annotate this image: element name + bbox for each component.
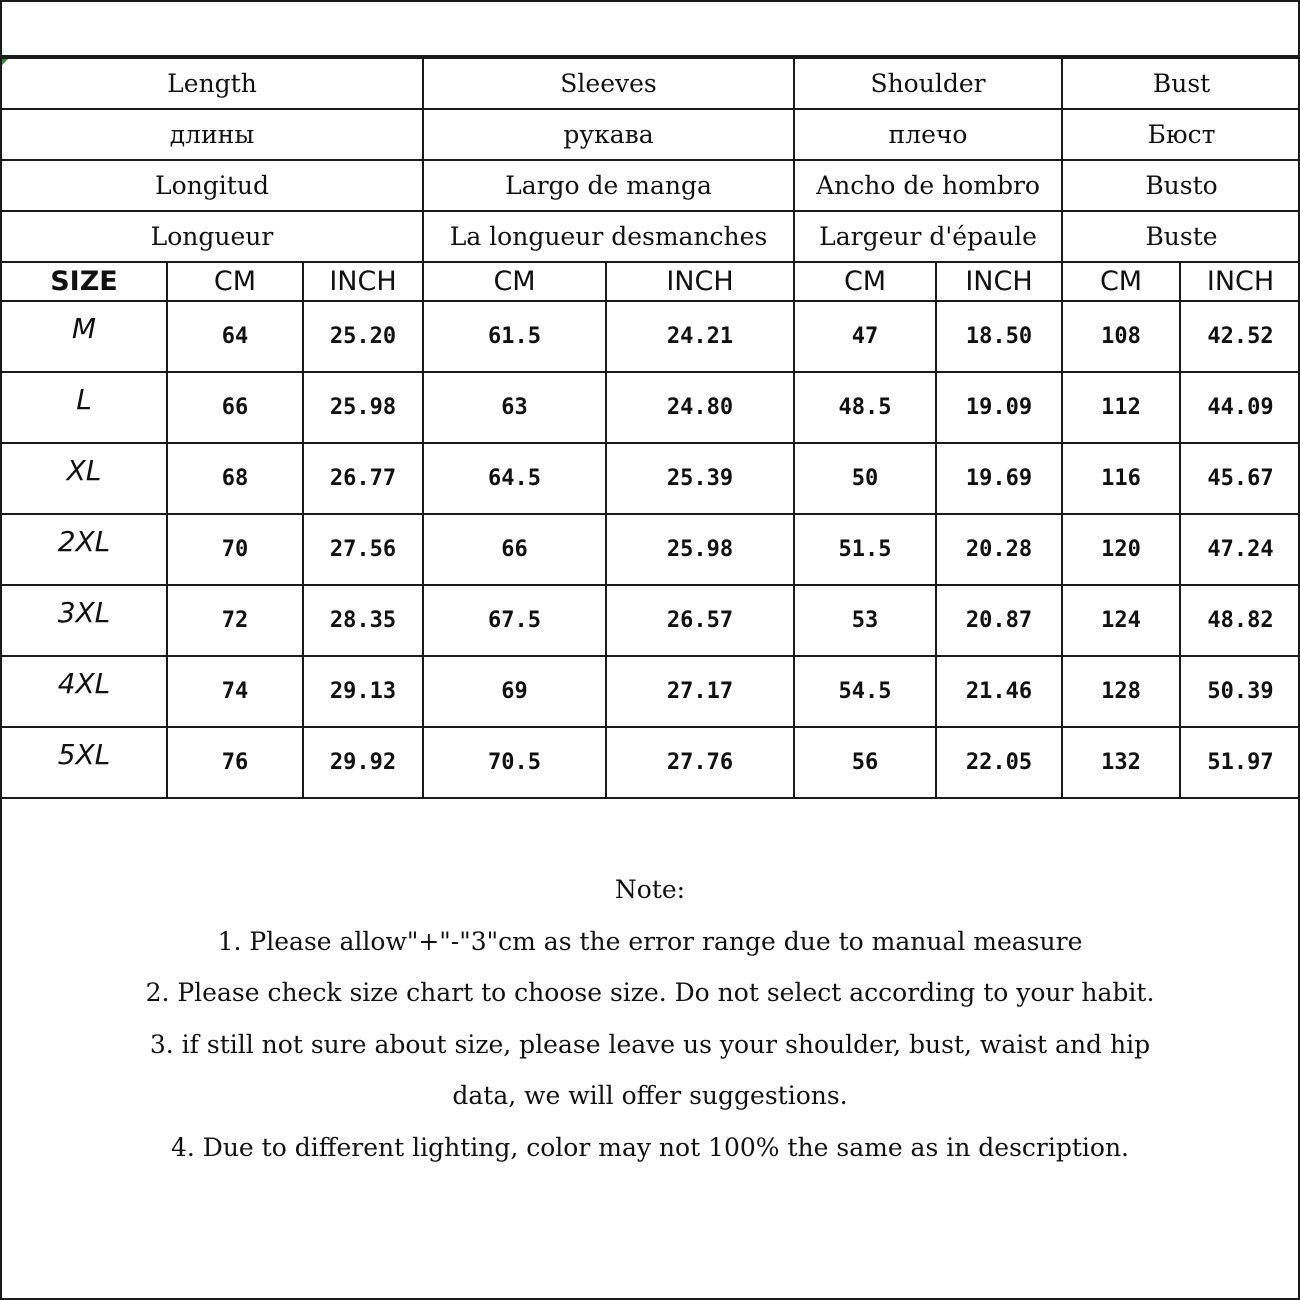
shoulder-inch-cell: 22.05: [936, 727, 1062, 798]
header-bust: Бюст: [1062, 109, 1300, 160]
bust-inch-cell: 42.52: [1180, 301, 1300, 372]
header-shoulder: Largeur d'épaule: [794, 211, 1062, 262]
size-column-header: SIZE: [1, 262, 167, 301]
bust-inch-cell: 48.82: [1180, 585, 1300, 656]
header-sleeves: рукава: [423, 109, 794, 160]
header-row-english: [1, 58, 1300, 109]
unit-row: [1, 262, 1300, 301]
header-length: Length: [1, 58, 423, 109]
size-cell: L: [1, 372, 167, 443]
sleeve-cm-cell: 64.5: [423, 443, 606, 514]
bust-inch-cell: 47.24: [1180, 514, 1300, 585]
sleeve-inch-cell: 25.98: [606, 514, 794, 585]
header-bust: Buste: [1062, 211, 1300, 262]
sleeve-cm-cell: 66: [423, 514, 606, 585]
bust-cm-cell: 132: [1062, 727, 1180, 798]
header-row-spanish: [1, 160, 1300, 211]
shoulder-inch-cell: 18.50: [936, 301, 1062, 372]
shoulder-inch-header: INCH: [936, 262, 1062, 301]
bust-inch-cell: 50.39: [1180, 656, 1300, 727]
header-shoulder: Ancho de hombro: [794, 160, 1062, 211]
notes-title: Note:: [614, 875, 686, 904]
length-cm-cell: 76: [167, 727, 303, 798]
bust-cm-cell: 128: [1062, 656, 1180, 727]
shoulder-cm-cell: 51.5: [794, 514, 936, 585]
note-line: data, we will offer suggestions.: [452, 1081, 848, 1110]
table-row: [1, 585, 1300, 656]
length-inch-cell: 29.13: [303, 656, 423, 727]
sleeve-inch-header: INCH: [606, 262, 794, 301]
shoulder-inch-cell: 20.87: [936, 585, 1062, 656]
size-cell: XL: [1, 443, 167, 514]
header-length: длины: [1, 109, 423, 160]
header-length: Longitud: [1, 160, 423, 211]
table-row: [1, 514, 1300, 585]
bust-cm-cell: 108: [1062, 301, 1180, 372]
shoulder-inch-cell: 19.09: [936, 372, 1062, 443]
bust-inch-cell: 45.67: [1180, 443, 1300, 514]
sleeve-cm-cell: 70.5: [423, 727, 606, 798]
header-shoulder: Shoulder: [794, 58, 1062, 109]
shoulder-cm-cell: 53: [794, 585, 936, 656]
length-cm-cell: 64: [167, 301, 303, 372]
shoulder-inch-cell: 19.69: [936, 443, 1062, 514]
table-row: [1, 372, 1300, 443]
sleeve-cm-header: CM: [423, 262, 606, 301]
sleeve-inch-cell: 26.57: [606, 585, 794, 656]
shoulder-cm-cell: 50: [794, 443, 936, 514]
note-line: 4. Due to different lighting, color may not 100% the same as in description.: [170, 1132, 1130, 1162]
sleeve-inch-cell: 24.80: [606, 372, 794, 443]
size-cell: 3XL: [1, 585, 167, 656]
sleeve-inch-cell: 27.76: [606, 727, 794, 798]
length-inch-cell: 29.92: [303, 727, 423, 798]
sleeve-cm-cell: 61.5: [423, 301, 606, 372]
shoulder-cm-cell: 48.5: [794, 372, 936, 443]
size-cell: M: [1, 301, 167, 372]
length-inch-header: INCH: [303, 262, 423, 301]
length-cm-cell: 74: [167, 656, 303, 727]
length-cm-cell: 68: [167, 443, 303, 514]
header-bust: Bust: [1062, 58, 1300, 109]
note-line: 3. if still not sure about size, please leave us your shoulder, bust, waist and hip: [149, 1029, 1151, 1059]
length-cm-cell: 72: [167, 585, 303, 656]
shoulder-inch-cell: 20.28: [936, 514, 1062, 585]
note-line: 2. Please check size chart to choose size. Do not select according to your habit.: [145, 978, 1155, 1007]
header-shoulder: плечо: [794, 109, 1062, 160]
length-inch-cell: 25.20: [303, 301, 423, 372]
sleeve-cm-cell: 69: [423, 656, 606, 727]
header-row-russian: [1, 109, 1300, 160]
shoulder-cm-cell: 47: [794, 301, 936, 372]
header-sleeves: Largo de manga: [423, 160, 794, 211]
table-row: [1, 301, 1300, 372]
size-cell: 4XL: [1, 656, 167, 727]
length-cm-cell: 70: [167, 514, 303, 585]
bust-inch-cell: 51.97: [1180, 727, 1300, 798]
length-inch-cell: 27.56: [303, 514, 423, 585]
table-row: [1, 727, 1300, 798]
header-sleeves: La longueur desmanches: [423, 211, 794, 262]
bust-cm-cell: 116: [1062, 443, 1180, 514]
header-length: Longueur: [1, 211, 423, 262]
bust-cm-cell: 112: [1062, 372, 1180, 443]
size-chart-table: [0, 57, 1300, 799]
note-line: 1. Please allow"+"-"3"cm as the error range due to manual measure: [217, 926, 1083, 956]
bust-cm-cell: 120: [1062, 514, 1180, 585]
length-inch-cell: 26.77: [303, 443, 423, 514]
header-row-french: [1, 211, 1300, 262]
table-row: [1, 443, 1300, 514]
shoulder-inch-cell: 21.46: [936, 656, 1062, 727]
table-row: [1, 656, 1300, 727]
shoulder-cm-cell: 54.5: [794, 656, 936, 727]
bust-inch-header: INCH: [1180, 262, 1300, 301]
sleeve-inch-cell: 24.21: [606, 301, 794, 372]
shoulder-cm-header: CM: [794, 262, 936, 301]
sleeve-inch-cell: 25.39: [606, 443, 794, 514]
size-cell: 5XL: [1, 727, 167, 798]
notes-section: [0, 864, 1300, 1173]
sleeve-inch-cell: 27.17: [606, 656, 794, 727]
bust-cm-cell: 124: [1062, 585, 1180, 656]
length-inch-cell: 28.35: [303, 585, 423, 656]
header-sleeves: Sleeves: [423, 58, 794, 109]
length-cm-cell: 66: [167, 372, 303, 443]
header-bust: Busto: [1062, 160, 1300, 211]
length-inch-cell: 25.98: [303, 372, 423, 443]
shoulder-cm-cell: 56: [794, 727, 936, 798]
sleeve-cm-cell: 67.5: [423, 585, 606, 656]
length-cm-header: CM: [167, 262, 303, 301]
bust-inch-cell: 44.09: [1180, 372, 1300, 443]
bust-cm-header: CM: [1062, 262, 1180, 301]
sleeve-cm-cell: 63: [423, 372, 606, 443]
size-cell: 2XL: [1, 514, 167, 585]
